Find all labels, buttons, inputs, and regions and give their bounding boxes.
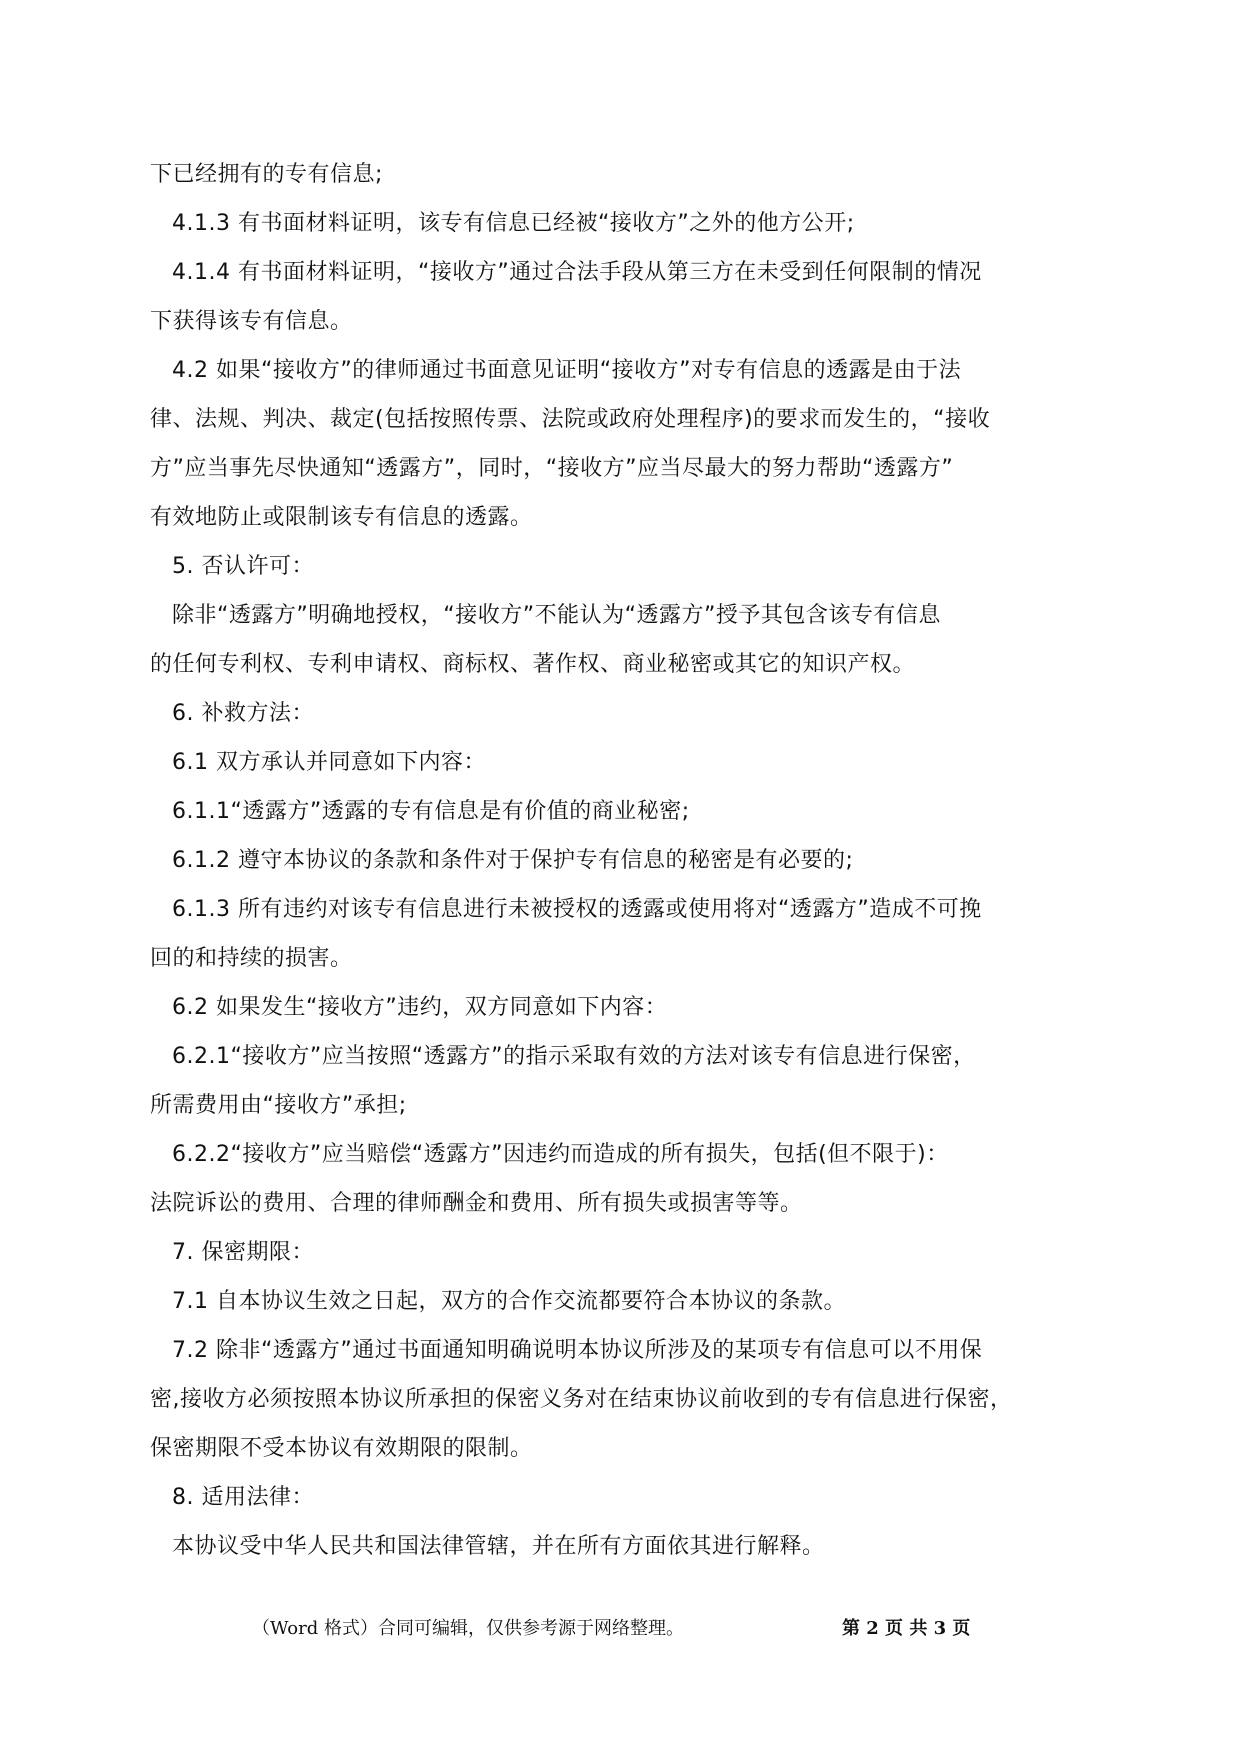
page-footer <box>0 1614 1241 1644</box>
document-body <box>150 150 1090 1571</box>
paragraph <box>150 1130 1090 1228</box>
text-line: 方”应当事先尽快通知“透露方”，同时，“接收方”应当尽最大的努力帮助“透露方” <box>150 456 954 481</box>
text-line: 保密期限不受本协议有效期限的限制。 <box>150 1436 533 1461</box>
text-line: 密,接收方必须按照本协议所承担的保密义务对在结束协议前收到的专有信息进行保密， <box>150 1387 1013 1412</box>
text-line: 除非“透露方”明确地授权，“接收方”不能认为“透露方”授予其包含该专有信息 <box>172 603 941 628</box>
paragraph <box>150 1326 1090 1473</box>
text-line: 4.1.4 有书面材料证明，“接收方”通过合法手段从第三方在未受到任何限制的情况 <box>172 260 982 285</box>
paragraph <box>150 1032 1090 1130</box>
text-line: 6.1 双方承认并同意如下内容： <box>172 750 486 775</box>
text-line: 律、法规、判决、裁定(包括按照传票、法院或政府处理程序)的要求而发生的，“接收 <box>150 407 991 432</box>
paragraph <box>150 689 1090 738</box>
text-line: 6.2.1“接收方”应当按照“透露方”的指示采取有效的方法对该专有信息进行保密， <box>172 1044 976 1069</box>
footer-note: （Word 格式）合同可编辑，仅供参考源于网络整理。 <box>252 1618 684 1639</box>
text-line: 7.2 除非“透露方”通过书面通知明确说明本协议所涉及的某项专有信息可以不用保 <box>172 1338 983 1363</box>
text-line: 的任何专利权、专利申请权、商标权、著作权、商业秘密或其它的知识产权。 <box>150 652 916 677</box>
text-line: 7.1 自本协议生效之日起，双方的合作交流都要符合本协议的条款。 <box>172 1289 846 1314</box>
text-line: 8. 适用法律： <box>172 1485 314 1510</box>
paragraph <box>150 346 1090 542</box>
paragraph <box>150 1522 1090 1571</box>
paragraph <box>150 591 1090 689</box>
text-line: 本协议受中华人民共和国法律管辖，并在所有方面依其进行解释。 <box>172 1534 825 1559</box>
paragraph <box>150 836 1090 885</box>
text-line: 回的和持续的损害。 <box>150 946 353 971</box>
paragraph <box>150 1277 1090 1326</box>
text-line: 7. 保密期限： <box>172 1240 314 1265</box>
text-line: 4.2 如果“接收方”的律师通过书面意见证明“接收方”对专有信息的透露是由于法 <box>172 358 962 383</box>
page-number: 第 2 页 共 3 页 <box>842 1618 971 1639</box>
text-line: 所需费用由“接收方”承担; <box>150 1093 407 1118</box>
text-line: 4.1.3 有书面材料证明，该专有信息已经被“接收方”之外的他方公开; <box>172 211 855 236</box>
text-line: 6.1.1“透露方”透露的专有信息是有价值的商业秘密; <box>172 799 690 824</box>
paragraph <box>150 199 1090 248</box>
text-line: 有效地防止或限制该专有信息的透露。 <box>150 505 533 530</box>
paragraph <box>150 1228 1090 1277</box>
paragraph <box>150 738 1090 787</box>
text-line: 6.1.2 遵守本协议的条款和条件对于保护专有信息的秘密是有必要的; <box>172 848 854 873</box>
text-line: 6. 补救方法： <box>172 701 314 726</box>
paragraph <box>150 885 1090 983</box>
text-line: 法院诉讼的费用、合理的律师酬金和费用、所有损失或损害等等。 <box>150 1191 803 1216</box>
text-line: 6.2 如果发生“接收方”违约，双方同意如下内容： <box>172 995 668 1020</box>
text-line: 5. 否认许可： <box>172 554 314 579</box>
paragraph <box>150 542 1090 591</box>
paragraph <box>150 787 1090 836</box>
paragraph <box>150 248 1090 346</box>
text-line: 6.1.3 所有违约对该专有信息进行未被授权的透露或使用将对“透露方”造成不可挽 <box>172 897 982 922</box>
text-line: 6.2.2“接收方”应当赔偿“透露方”因违约而造成的所有损失，包括(但不限于)： <box>172 1142 949 1167</box>
paragraph <box>150 1473 1090 1522</box>
paragraph <box>150 983 1090 1032</box>
text-line: 下已经拥有的专有信息; <box>150 162 383 187</box>
paragraph <box>150 150 1090 199</box>
text-line: 下获得该专有信息。 <box>150 309 353 334</box>
